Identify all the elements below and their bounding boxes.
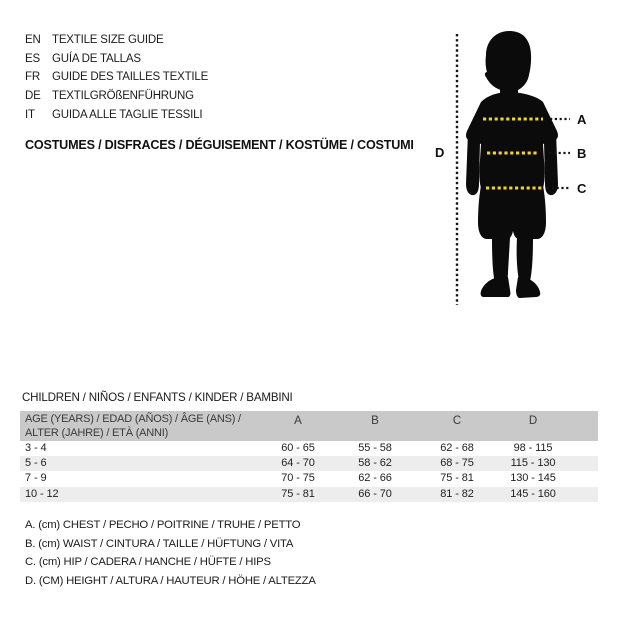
child-silhouette <box>466 31 558 298</box>
legend-note-d: D. (CM) HEIGHT / ALTURA / HAUTEUR / HÖHE / ALTEZZA <box>25 575 316 588</box>
age-cell: 10 - 12 <box>25 487 59 500</box>
value-cell-d: 130 - 145 <box>510 472 556 485</box>
size-table-header <box>20 411 598 441</box>
table-row <box>20 456 598 471</box>
value-cell-b: 58 - 62 <box>358 457 392 470</box>
age-cell: 3 - 4 <box>25 442 47 454</box>
value-cell-a: 60 - 65 <box>281 442 315 454</box>
value-cell-d: 98 - 115 <box>513 442 553 454</box>
children-section-title: CHILDREN / NIÑOS / ENFANTS / KINDER / BAMBINI <box>22 391 293 404</box>
legend-note-c: C. (cm) HIP / CADERA / HANCHE / HÜFTE / HIPS <box>25 556 271 569</box>
lang-label: GUIDA ALLE TAGLIE TESSILI <box>52 108 203 121</box>
age-cell: 7 - 9 <box>25 472 47 485</box>
legend-note-b: B. (cm) WAIST / CINTURA / TAILLE / HÜFTUNG / VITA <box>25 537 294 550</box>
lang-label: GUÍA DE TALLAS <box>52 52 141 65</box>
lang-code: ES <box>25 52 40 65</box>
lang-label: GUIDE DES TAILLES TEXTILE <box>52 71 209 84</box>
col-header-c: C <box>452 415 462 427</box>
value-cell-d: 115 - 130 <box>510 457 556 470</box>
lang-label: TEXTILGRÖßENFÜHRUNG <box>52 90 194 103</box>
col-header-b: B <box>371 415 379 427</box>
value-cell-c: 68 - 75 <box>440 457 474 470</box>
age-header-line2: ALTER (JAHRE) / ETÀ (ANNI) <box>25 426 169 439</box>
measure-label-a: A <box>577 112 587 127</box>
value-cell-b: 66 - 70 <box>358 487 392 500</box>
age-header-line1: AGE (YEARS) / EDAD (AÑOS) / ÂGE (ANS) / <box>25 413 241 425</box>
value-cell-a: 70 - 75 <box>281 472 315 485</box>
legend-note-a: A. (cm) CHEST / PECHO / POITRINE / TRUHE / PETTO <box>25 519 301 531</box>
value-cell-b: 62 - 66 <box>358 472 392 485</box>
table-row <box>20 441 598 456</box>
measurement-legend <box>25 516 316 591</box>
size-table <box>20 411 598 502</box>
col-header-a: A <box>294 415 302 427</box>
value-cell-c: 75 - 81 <box>440 472 474 485</box>
measure-label-c: C <box>577 181 587 196</box>
value-cell-a: 64 - 70 <box>281 457 315 470</box>
value-cell-d: 145 - 160 <box>510 487 556 500</box>
measure-label-d: D <box>435 145 445 160</box>
lang-code: IT <box>25 108 35 121</box>
table-row <box>20 487 598 502</box>
measure-label-b: B <box>577 146 587 161</box>
col-header-d: D <box>528 415 538 427</box>
lang-label: TEXTILE SIZE GUIDE <box>52 34 164 47</box>
value-cell-c: 81 - 82 <box>440 487 474 500</box>
category-title: COSTUMES / DISFRACES / DÉGUISEMENT / KOSTÜME / COSTUMI <box>25 138 414 152</box>
lang-code: FR <box>25 71 40 84</box>
value-cell-a: 75 - 81 <box>281 487 315 500</box>
value-cell-b: 55 - 58 <box>358 442 392 454</box>
table-row <box>20 471 598 486</box>
value-cell-c: 62 - 68 <box>440 442 474 454</box>
lang-code: EN <box>25 34 41 47</box>
age-header-cell <box>20 411 260 441</box>
age-cell: 5 - 6 <box>25 457 47 470</box>
lang-code: DE <box>25 90 41 103</box>
